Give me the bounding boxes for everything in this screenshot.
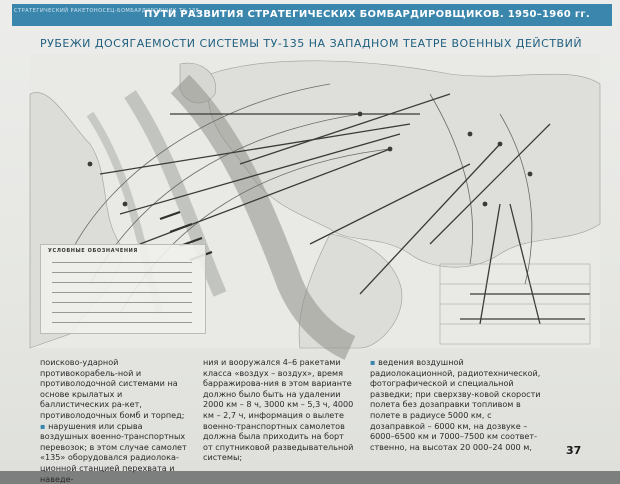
paragraph: поисково-ударной противокорабель-ной и противолодочной системами на основе крылатых и баллистических ра-кет, противолодочных бомб и торпед;: [40, 357, 185, 420]
base-marker: [123, 202, 128, 207]
bullet-text: ведения воздушной радиолокационной, радиотехнической, фотографической и специальной разведки; при сверхзву-ковой скорости полета без дозаправки топливом в полете в радиусе 5000 км, с дозаправкой – 6000 км, на дозвуке – 6000–6500 км и 7000–7500 км соответ-ственно, на высотах 20 000–24 000 м,: [370, 357, 541, 452]
map-legend: [40, 244, 206, 334]
text-column-3: [370, 357, 548, 452]
paragraph: ния и вооружался 4–6 ракетами класса «воздух – воздух», время барражирова-ния в этом варианте должно было быть на удалении 2000 км – 8 ч, 3000 км – 5,3 ч, 4000 км – 2,7 ч, информация о вылете военно-транспортных самолетов должна была приходить на борт от спутниковой разведывательной системы;: [203, 357, 354, 463]
legend-row: [52, 302, 192, 303]
legend-row: [52, 292, 192, 293]
text-column-1: [40, 357, 188, 484]
bullet-item: [370, 357, 548, 452]
legend-row: [52, 262, 192, 263]
base-marker: [528, 172, 533, 177]
legend-row: [52, 322, 192, 323]
legend-row: [52, 312, 192, 313]
legend-title: УСЛОВНЫЕ ОБОЗНАЧЕНИЯ: [48, 248, 138, 254]
base-marker: [88, 162, 93, 167]
base-marker: [388, 147, 393, 152]
bullet-text: нарушения или срыва воздушных военно-транспортных перевозок; в этом случае самолет «135» оборудовался радиолока-ционной станцией перехвата и наведе-: [40, 420, 187, 484]
map-title: РУБЕЖИ ДОСЯГАЕМОСТИ СИСТЕМЫ ТУ-135 НА ЗАПАДНОМ ТЕАТРЕ ВОЕННЫХ ДЕЙСТВИЙ: [40, 37, 583, 50]
page-number: 37: [566, 444, 582, 457]
base-marker: [483, 202, 488, 207]
bullet-item: [40, 421, 188, 484]
chapter-title: ПУТИ РАЗВИТИЯ СТРАТЕГИЧЕСКИХ БОМБАРДИРОВЩИКОВ. 1950–1960 гг.: [144, 9, 590, 20]
running-head: СТРАТЕГИЧЕСКИЙ РАКЕТОНОСЕЦ-БОМБАРДИРОВЩИК ТУ-135: [14, 8, 200, 14]
bullet-icon: ▪: [370, 357, 379, 367]
base-marker: [498, 142, 503, 147]
bullet-icon: ▪: [40, 420, 49, 431]
legend-row: [52, 282, 192, 283]
legend-row: [52, 272, 192, 273]
text-column-2: [203, 357, 355, 463]
base-marker: [468, 132, 473, 137]
base-marker: [358, 112, 363, 117]
